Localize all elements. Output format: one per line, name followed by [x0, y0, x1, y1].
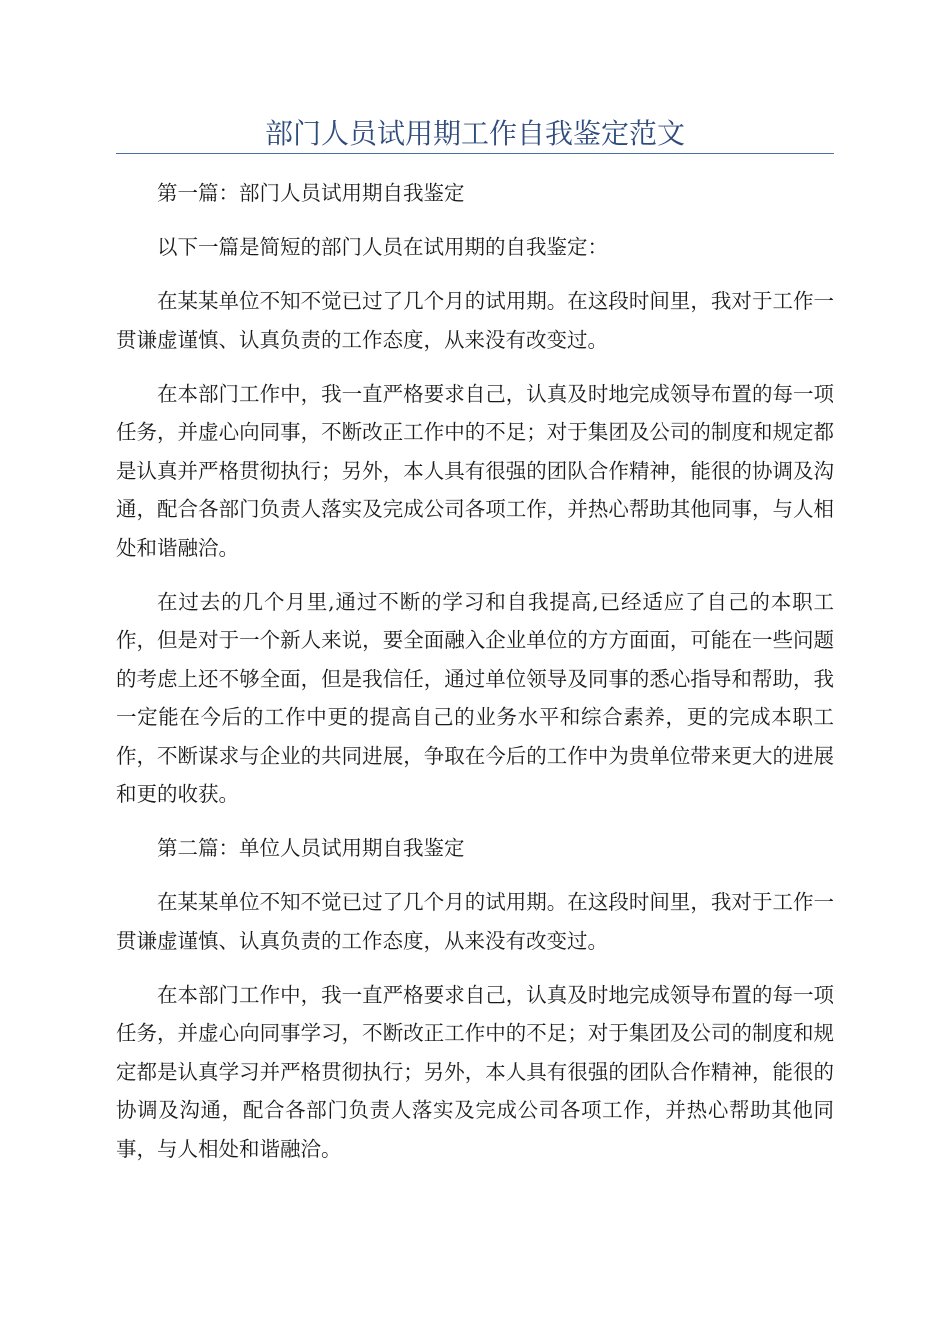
body-paragraph: 在过去的几个月里,通过不断的学习和自我提高,已经适应了自己的本职工作，但是对于一个新人来说，要全面融入企业单位的方方面面，可能在一些问题的考虑上还不够全面，但是我信任，通过单位领导及同事的悉心指导和帮助，我一定能在今后的工作中更的提高自己的业务水平和综合素养，更的完成本职工作，不断谋求与企业的共同进展，争取在今后的工作中为贵单位带来更大的进展和更的收获。: [116, 589, 834, 806]
document-body: [116, 174, 834, 1184]
section-heading-2: 第二篇：单位人员试用期自我鉴定: [157, 836, 465, 860]
section-heading-1: 第一篇：部门人员试用期自我鉴定: [157, 181, 465, 205]
body-paragraph: 在本部门工作中，我一直严格要求自己，认真及时地完成领导布置的每一项任务，并虚心向同事学习，不断改正工作中的不足；对于集团及公司的制度和规定都是认真学习并严格贯彻执行；另外，本人具有很强的团队合作精神，能很的协调及沟通，配合各部门负责人落实及完成公司各项工作，并热心帮助其他同事，与人相处和谐融洽。: [116, 982, 834, 1161]
body-paragraph: 在某某单位不知不觉已过了几个月的试用期。在这段时间里，我对于工作一贯谦虚谨慎、认真负责的工作态度，从来没有改变过。: [116, 890, 834, 953]
body-paragraph: 在本部门工作中，我一直严格要求自己，认真及时地完成领导布置的每一项任务，并虚心向同事，不断改正工作中的不足；对于集团及公司的制度和规定都是认真并严格贯彻执行；另外，本人具有很强的团队合作精神，能很的协调及沟通，配合各部门负责人落实及完成公司各项工作，并热心帮助其他同事，与人相处和谐融洽。: [116, 381, 834, 560]
title-underline: [116, 153, 834, 154]
document-title: 部门人员试用期工作自我鉴定范文: [264, 117, 685, 150]
intro-paragraph: 以下一篇是简短的部门人员在试用期的自我鉴定：: [157, 235, 608, 259]
body-paragraph: 在某某单位不知不觉已过了几个月的试用期。在这段时间里，我对于工作一贯谦虚谨慎、认真负责的工作态度，从来没有改变过。: [116, 289, 834, 352]
